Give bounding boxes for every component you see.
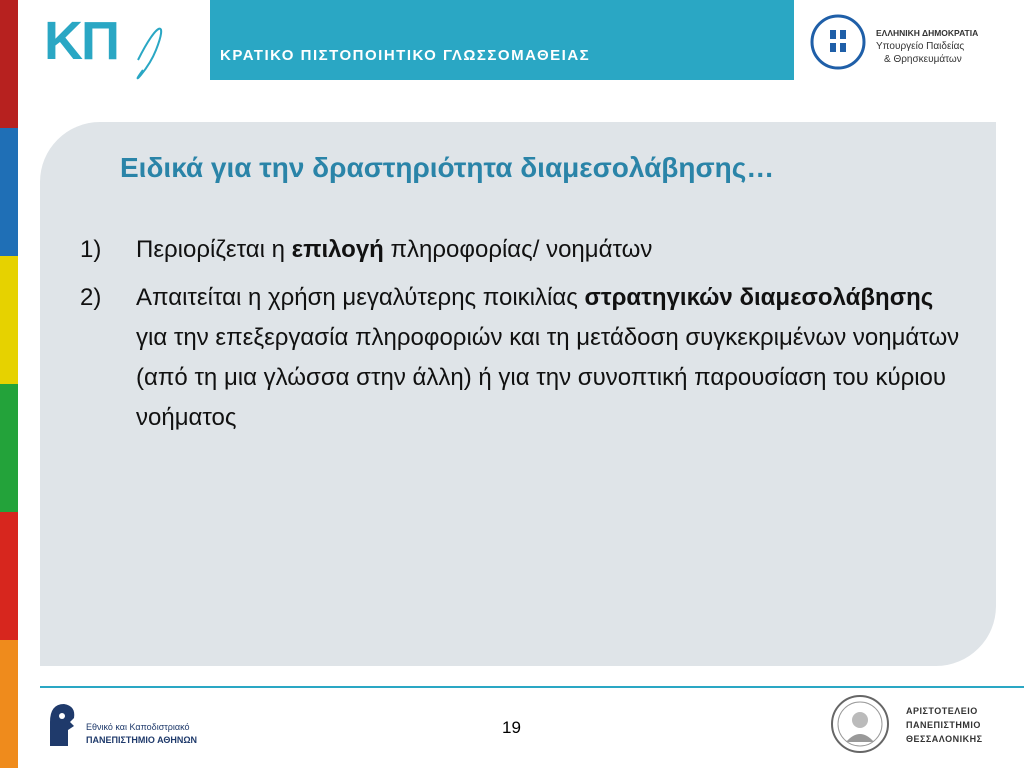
list-item <box>80 278 970 438</box>
stripe-red <box>0 0 18 128</box>
item-text-bold: επιλογή <box>291 236 384 263</box>
footer-divider <box>40 686 1024 688</box>
uoa-name-line-1: Εθνικό και Καποδιστριακό <box>86 722 190 732</box>
auth-name-line-2: ΠΑΝΕΠΙΣΤΗΜΙΟ <box>906 720 981 730</box>
ministry-logo-area <box>794 0 1024 80</box>
list-number: 2) <box>80 284 102 311</box>
stripe-blue <box>0 128 18 256</box>
uoa-name-line-2: ΠΑΝΕΠΙΣΤΗΜΙΟ ΑΘΗΝΩΝ <box>86 735 198 745</box>
stripe-red-2 <box>0 512 18 640</box>
ministry-line-1: ΕΛΛΗΝΙΚΗ ΔΗΜΟΚΡΑΤΙΑ <box>876 28 979 38</box>
uoa-logo-icon <box>44 700 80 750</box>
slide-title: Ειδικά για την δραστηριότητα διαμεσολάβησης… <box>120 152 775 183</box>
stripe-green <box>0 384 18 512</box>
greek-emblem-icon <box>808 12 868 72</box>
item-text-bold: στρατηγικών διαμεσολάβησης <box>584 284 934 311</box>
auth-name-line-1: ΑΡΙΣΤΟΤΕΛΕΙΟ <box>906 706 978 716</box>
stripe-yellow <box>0 256 18 384</box>
logo-text: ΚΠ <box>44 11 118 71</box>
item-text-pre: Περιορίζεται η <box>136 236 292 263</box>
header-title: ΚΡΑΤΙΚΟ ΠΙΣΤΟΠΟΙΗΤΙΚΟ ΓΛΩΣΣΟΜΑΘΕΙΑΣ <box>220 47 591 64</box>
item-text-post: για την επεξεργασία πληροφοριών και τη μετάδοση συγκεκριμένων νοημάτων (από τη μια γλώσσα στην άλλη) ή για την συνοπτική παρουσίαση του κύριου νοήματος <box>136 324 960 431</box>
list-item <box>80 230 970 270</box>
page-number: 19 <box>502 718 521 737</box>
auth-name-line-3: ΘΕΣΣΑΛΟΝΙΚΗΣ <box>906 734 983 744</box>
ministry-line-3: & Θρησκευμάτων <box>884 54 962 65</box>
ministry-line-2: Υπουργείο Παιδείας <box>876 41 965 52</box>
item-text-pre: Απαιτείται η χρήση μεγαλύτερης ποικιλίας <box>136 284 585 311</box>
auth-logo-icon <box>830 694 890 754</box>
stripe-orange <box>0 640 18 768</box>
item-text-post: πληροφορίας/ νοημάτων <box>383 236 653 263</box>
color-stripes <box>0 0 18 768</box>
bullet-list <box>80 230 970 446</box>
list-number: 1) <box>80 236 102 263</box>
